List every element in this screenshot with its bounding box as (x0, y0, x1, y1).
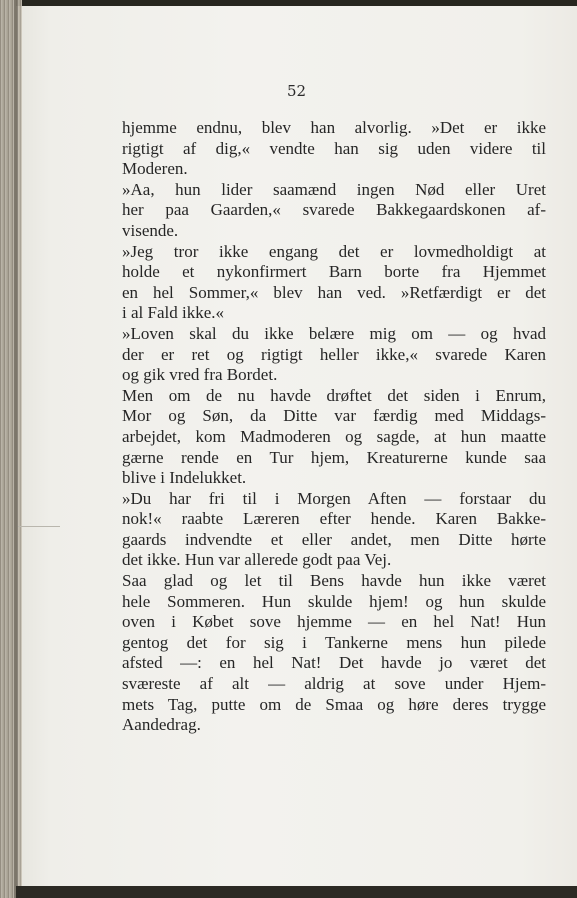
text-line: hjemme endnu, blev han alvorlig. »Det er ikke (122, 118, 546, 137)
text-line: en hel Sommer,« blev han ved. »Retfærdigt er det (122, 282, 546, 302)
text-line: Mor og Søn, da Ditte var færdig med Middags- (122, 406, 546, 426)
text-line: holde et nykonfirmert Barn borte fra Hjemmet (122, 262, 546, 282)
book-binding (0, 0, 22, 898)
text-line: Saa glad og let til Bens havde hun ikke været (122, 571, 546, 591)
text-line: oven i Købet sove hjemme — en hel Nat! Hun (122, 612, 546, 632)
text-line: »Jeg tror ikke engang det er lovmedholdigt at (122, 241, 546, 261)
text-line: gentog det for sig i Tankerne mens hun pilede (122, 632, 546, 652)
text-line: Aandedrag. (122, 715, 201, 735)
text-line: gaards indvendte et eller andet, men Ditte hørte (122, 529, 546, 549)
text-line: »Loven skal du ikke belære mig om — og hvad (122, 323, 546, 343)
text-line: »Aa, hun lider saamænd ingen Nød eller Uret (122, 179, 546, 199)
bottom-edge (16, 886, 577, 898)
margin-mark (18, 526, 60, 527)
text-line: i al Fald ikke.« (122, 303, 224, 323)
text-line: blive i Indelukket. (122, 468, 247, 488)
text-line: rigtigt af dig,« vendte han sig uden videre til (122, 138, 546, 158)
paper-sheet (16, 6, 577, 888)
text-line: der er ret og rigtigt heller ikke,« svarede Karen (122, 344, 546, 364)
text-line: »Du har fri til i Morgen Aften — forstaar du (122, 488, 546, 508)
text-line: mets Tag, putte om de Smaa og høre deres trygge (122, 694, 546, 714)
text-line: det ikke. Hun var allerede godt paa Vej. (122, 550, 392, 570)
text-line: gærne rende en Tur hjem, Kreaturerne kunde saa (122, 447, 546, 467)
text-line: nok!« raabte Læreren efter hende. Karen Bakke- (122, 509, 546, 529)
text-line: sværeste af alt — aldrig at sove under Hjem- (122, 674, 546, 694)
text-line: visende. (122, 220, 179, 240)
body-text (122, 118, 546, 736)
text-line: Moderen. (122, 159, 188, 179)
page-number: 52 (286, 82, 307, 100)
text-line: afsted —: en hel Nat! Det havde jo været det (122, 653, 546, 673)
text-line: og gik vred fra Bordet. (122, 365, 278, 385)
text-line: arbejdet, kom Madmoderen og sagde, at hun maatte (122, 426, 546, 446)
text-line: hele Sommeren. Hun skulde hjem! og hun skulde (122, 591, 546, 611)
text-line: Men om de nu havde drøftet det siden i Enrum, (122, 385, 546, 405)
binding-edge (14, 0, 18, 898)
text-line: her paa Gaarden,« svarede Bakkegaardskonen af- (122, 200, 546, 220)
